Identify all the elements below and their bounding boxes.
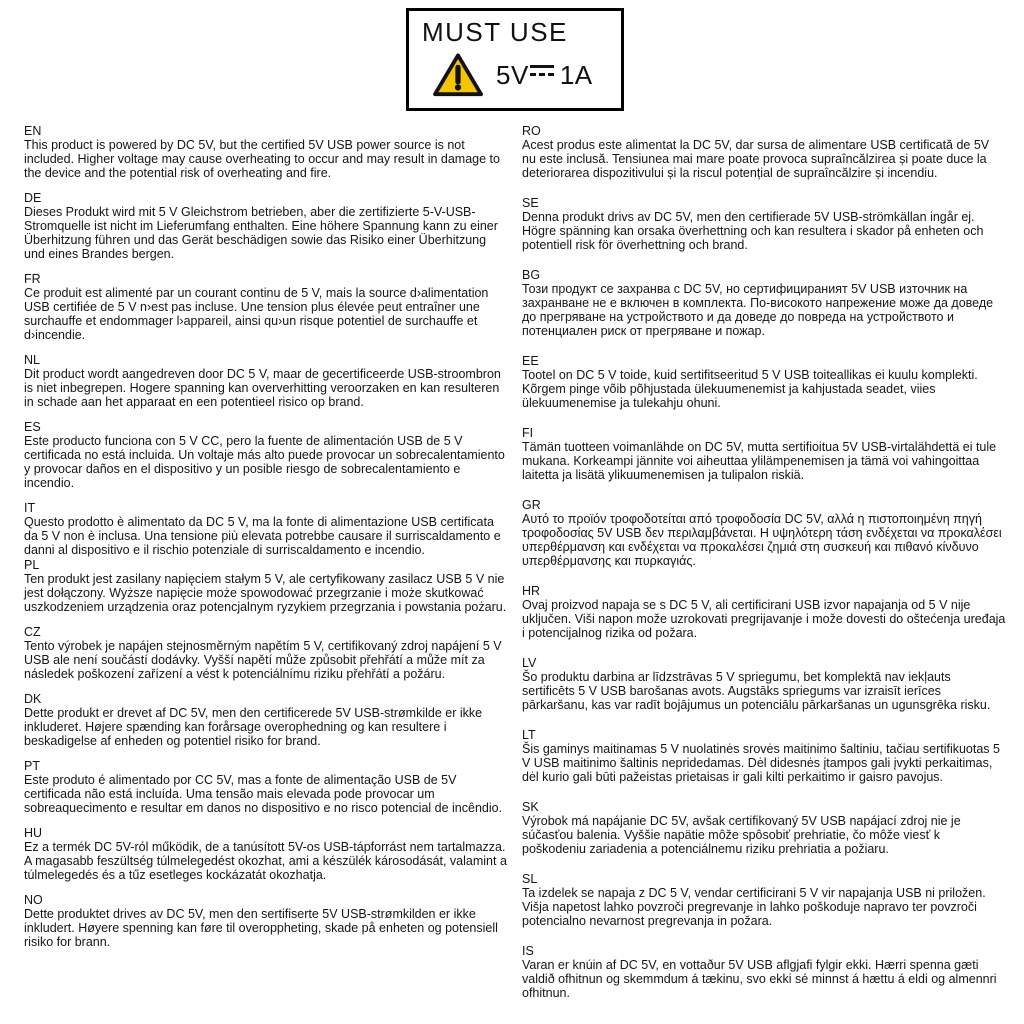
lang-code-dk: DK <box>24 692 42 706</box>
lang-block-de <box>24 191 508 261</box>
amperage-label: 1A <box>559 59 593 90</box>
lang-text-pl: Ten produkt jest zasilany napięciem stałym 5 V, ale certyfikowany zasilacz USB 5 V nie jest dołączony. Wyższe napięcie może spowodować przegrzanie i może skutkować uszkodzeniem urządzenia oraz potencjalnym ryzykiem przegrzania i powstania pożaru. <box>24 572 507 614</box>
lang-block-cz <box>24 625 508 681</box>
lang-block-sl <box>522 872 1006 928</box>
lang-code-lv: LV <box>522 656 537 670</box>
lang-text-nl: Dit product wordt aangedreven door DC 5 V, maar de gecertificeerde USB-stroombron is niet inbegrepen. Hogere spanning kan oververhitting veroorzaken en kan resulteren in schade aan het apparaat en een potentieel risico op brand. <box>24 367 501 409</box>
lang-text-lv: Šo produktu darbina ar līdzstrāvas 5 V spriegumu, bet komplektā nav iekļauts sertificēts 5 V USB barošanas avots. Augstāks spriegums var izraisīt ierīces pārkaršanu, kas var radīt bojājumus un potenciālu pārkaršanas un ugunsgrēka risku. <box>522 670 991 712</box>
lang-code-hr: HR <box>522 584 541 598</box>
lang-block-fr <box>24 272 508 342</box>
lang-text-cz: Tento výrobek je napájen stejnosměrným napětím 5 V, certifikovaný zdroj napájení 5 V USB ale není součástí dodávky. Vyšší napětí může způsobit přehřátí a může mít za následek poškození zařízení a vést k potenciálnímu riziku přehřátí a požáru. <box>24 639 502 681</box>
lang-code-ro: RO <box>522 124 541 138</box>
lang-code-lt: LT <box>522 728 536 742</box>
lang-block-en <box>24 124 508 180</box>
lang-code-cz: CZ <box>24 625 41 639</box>
lang-code-sk: SK <box>522 800 539 814</box>
language-columns <box>24 124 1006 1016</box>
must-use-banner <box>406 8 624 111</box>
lang-block-hr <box>522 584 1006 640</box>
lang-text-ee: Tootel on DC 5 V toide, kuid sertifitseeritud 5 V USB toiteallikas ei kuulu komplekti. Kõrgem pinge võib põhjustada ülekuumenemist ja kahjustada seadet, viies ülekuumenemise ja tulekahju ohuni. <box>522 368 978 410</box>
lang-block-is <box>522 944 1006 1000</box>
lang-block-pt <box>24 759 508 815</box>
lang-block-ee <box>522 354 1006 410</box>
lang-block-nl <box>24 353 508 409</box>
lang-block-hu <box>24 826 508 882</box>
lang-block-dk <box>24 692 508 748</box>
column-left <box>24 124 508 1016</box>
lang-code-nl: NL <box>24 353 40 367</box>
lang-code-ee: EE <box>522 354 539 368</box>
lang-text-sk: Výrobok má napájanie DC 5V, avšak certifikovaný 5V USB napájací zdroj nie je súčasťou balenia. Vyššie napätie môže spôsobiť prehriatie, čo môže viesť k poškodeniu zariadenia a potenciálnemu riziku prehriatia a požiaru. <box>522 814 961 856</box>
lang-block-lt <box>522 728 1006 784</box>
lang-code-de: DE <box>24 191 42 205</box>
lang-code-pl: PL <box>24 558 40 572</box>
lang-text-bg: Този продукт се захранва с DC 5V, но сертифицираният 5V USB източник на захранване не е включен в комплекта. По-високото напрежение може да доведе до прегряване на устройството и да доведе до повреда на устройството и потенциален риск от прегряване и пожар. <box>522 282 994 338</box>
lang-text-ro: Acest produs este alimentat la DC 5V, dar sursa de alimentare USB certificată de 5V nu este inclusă. Tensiunea mai mare poate provoca supraîncălzirea și poate duce la deteriorarea dispozitivului și la riscul potențial de supraîncălzire și incendiu. <box>522 138 990 180</box>
lang-block-pl <box>24 558 508 614</box>
lang-code-no: NO <box>24 893 43 907</box>
lang-block-it <box>24 501 508 557</box>
power-spec <box>496 60 593 91</box>
dc-current-icon <box>530 65 554 78</box>
lang-block-fi <box>522 426 1006 482</box>
lang-text-gr: Αυτό το προϊόν τροφοδοτείται από τροφοδοσία DC 5V, αλλά η πιστοποιημένη πηγή τροφοδοσίας 5V USB δεν περιλαμβάνεται. Η υψηλότερη τάση ενδέχεται να προκαλέσει υπερθέρμανση και ενδέχεται να προκαλέσει ζημιά στη συσκευή και πιθανό κίνδυνο υπερθέρμανσης και πυρκαγιάς. <box>522 512 1002 568</box>
lang-block-se <box>522 196 1006 252</box>
lang-code-fr: FR <box>24 272 41 286</box>
lang-block-sk <box>522 800 1006 856</box>
lang-code-hu: HU <box>24 826 43 840</box>
lang-text-fr: Ce produit est alimenté par un courant continu de 5 V, mais la source d›alimentation USB certifiée de 5 V n›est pas incluse. Une tension plus élevée peut entraîner une surchauffe et endommager l›appareil, ainsi qu›un risque potentiel de surchauffe et d›incendie. <box>24 286 489 342</box>
lang-text-lt: Šis gaminys maitinamas 5 V nuolatinės srovės maitinimo šaltiniu, tačiau sertifikuotas 5 V USB maitinimo šaltinis nepridedamas. Dėl didesnės įtampos gali įvykti perkaitimas, dėl kurio gali būti pažeistas prietaisas ir gali kilti perkaitimo ir gaisro pavojus. <box>522 742 1000 784</box>
lang-code-fi: FI <box>522 426 534 440</box>
lang-text-it: Questo prodotto è alimentato da DC 5 V, ma la fonte di alimentazione USB certificata da 5 V non è inclusa. Una tensione più elevata potrebbe causare il surriscaldamento e danni al dispositivo e il rischio potenziale di surriscaldamento e incendio. <box>24 515 501 557</box>
banner-title: MUST USE <box>422 17 568 47</box>
lang-code-es: ES <box>24 420 41 434</box>
lang-block-bg <box>522 268 1006 338</box>
lang-block-ro <box>522 124 1006 180</box>
lang-text-es: Este producto funciona con 5 V CC, pero la fuente de alimentación USB de 5 V certificada no está incluida. Un voltaje más alto puede provocar un sobrecalentamiento y provocar daños en el dispositivo y un posible riesgo de sobrecalentamiento e incendio. <box>24 434 505 490</box>
lang-text-is: Varan er knúin af DC 5V, en vottaður 5V USB aflgjafi fylgir ekki. Hærri spenna gæti valdið ofhitnun og skemmdum á tækinu, svo ekki sé minnst á hættu á eldi og almennri ofhitnun. <box>522 958 997 1000</box>
lang-text-sl: Ta izdelek se napaja z DC 5 V, vendar certificirani 5 V vir napajanja USB ni priložen. Višja napetost lahko povzroči pregrevanje in lahko poškoduje napravo ter povzroči potencialno nevarnost pregrevanja in požara. <box>522 886 986 928</box>
lang-text-hr: Ovaj proizvod napaja se s DC 5 V, ali certificirani USB izvor napajanja od 5 V nije uključen. Viši napon može uzrokovati pregrijavanje i može dovesti do oštećenja uređaja i potencijalnog rizika od požara. <box>522 598 1006 640</box>
lang-code-bg: BG <box>522 268 541 282</box>
lang-block-lv <box>522 656 1006 712</box>
column-right <box>522 124 1006 1016</box>
lang-text-en: This product is powered by DC 5V, but the certified 5V USB power source is not included. Higher voltage may cause overheating to occur and may result in damage to the device and the potential risk of overheating and fire. <box>24 138 500 180</box>
lang-block-no <box>24 893 508 949</box>
lang-code-en: EN <box>24 124 42 138</box>
voltage-label: 5V <box>496 59 529 90</box>
lang-code-is: IS <box>522 944 534 958</box>
lang-code-gr: GR <box>522 498 541 512</box>
lang-text-se: Denna produkt drivs av DC 5V, men den certifierade 5V USB-strömkällan ingår ej. Högre spänning kan orsaka överhettning och kan resultera i skador på enheten och potentiell risk för överhettning och brand. <box>522 210 984 252</box>
lang-text-pt: Este produto é alimentado por CC 5V, mas a fonte de alimentação USB de 5V certificada não está incluída. Uma tensão mais elevada pode provocar um sobreaquecimento e resultar em danos no dispositivo e no risco potencial de incêndio. <box>24 773 503 815</box>
lang-code-it: IT <box>24 501 36 515</box>
lang-block-es <box>24 420 508 490</box>
lang-text-no: Dette produktet drives av DC 5V, men den sertifiserte 5V USB-strømkilden er ikke inkludert. Høyere spenning kan føre til overoppheting, skade på enheten og potensiell risiko for brann. <box>24 907 498 949</box>
lang-text-dk: Dette produkt er drevet af DC 5V, men den certificerede 5V USB-strømkilde er ikke inkluderet. Højere spænding kan forårsage overophedning og kan resultere i beskadigelse af enheden og potentiel risiko for brand. <box>24 706 483 748</box>
warning-triangle-icon <box>432 52 484 98</box>
lang-code-se: SE <box>522 196 539 210</box>
lang-text-hu: Ez a termék DC 5V-ról működik, de a tanúsított 5V-os USB-tápforrást nem tartalmazza. A magasabb feszültség túlmelegedést okozhat, ami a készülék károsodását, valamint a túlmelegedés és a tűz esetleges kockázatát okozhatja. <box>24 840 507 882</box>
power-spec-row <box>422 52 611 98</box>
lang-code-sl: SL <box>522 872 538 886</box>
lang-text-de: Dieses Produkt wird mit 5 V Gleichstrom betrieben, aber die zertifizierte 5-V-USB-Stromquelle ist nicht im Lieferumfang enthalten. Eine höhere Spannung kann zu einer Überhitzung führen und das Gerät beschädigen sowie das Risiko einer Überhitzung und eines Brandes bergen. <box>24 205 498 261</box>
lang-code-pt: PT <box>24 759 40 773</box>
lang-block-gr <box>522 498 1006 568</box>
lang-text-fi: Tämän tuotteen voimanlähde on DC 5V, mutta sertifioitua 5V USB-virtalähdettä ei tule mukana. Korkeampi jännite voi aiheuttaa ylilämpenemisen ja tämä voi vahingoittaa laitetta ja lisätä ylikuumenemisen ja tulipalon riskiä. <box>522 440 997 482</box>
